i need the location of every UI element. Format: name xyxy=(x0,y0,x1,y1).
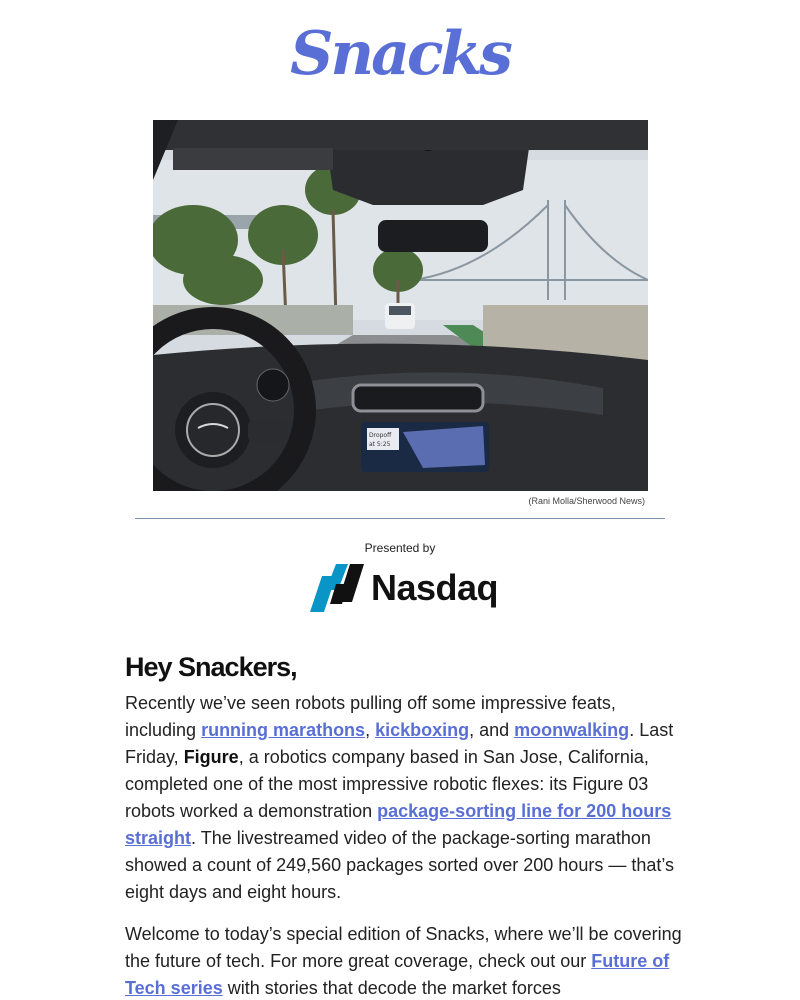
text-span: . Last Friday, xyxy=(125,720,674,767)
link-kickboxing[interactable]: kickboxing xyxy=(375,720,470,740)
presented-by-label: Presented by xyxy=(364,541,436,555)
section-divider xyxy=(135,518,665,519)
nav-screen-text-2: at 5:25 xyxy=(369,441,391,448)
link-running-marathons[interactable]: running marathons xyxy=(201,720,366,740)
text-span: , and xyxy=(469,720,515,740)
text-span: Welcome to today’s special edition of Snacks, where we’ll be covering the future of tech. For more great coverage, check out our xyxy=(125,924,682,971)
text-span: with stories that decode the market forces xyxy=(222,978,561,998)
article-body xyxy=(125,650,685,1000)
snacks-wordmark xyxy=(280,14,520,84)
welcome-paragraph xyxy=(125,921,685,1000)
link-package-sorting[interactable]: package-sorting line for 200 hours straight xyxy=(125,801,672,848)
text-span: Recently we’ve seen robots pulling off some impressive feats, including xyxy=(125,693,616,740)
greeting-heading: Hey Snackers, xyxy=(125,652,297,682)
text-span: , xyxy=(365,720,376,740)
link-moonwalking[interactable]: moonwalking xyxy=(514,720,630,740)
text-span: , a robotics company based in San Jose, California, completed one of the most impressive robotic flexes: its Figure 03 robots worked a demonstration xyxy=(125,747,649,821)
text-span: . The livestreamed video of the package-sorting marathon showed a count of 249,560 packages sorted over 200 hours — that’s eight days and eight hours. xyxy=(125,828,675,902)
hero-image xyxy=(153,120,648,491)
snacks-logo[interactable] xyxy=(0,14,800,94)
nasdaq-logo[interactable] xyxy=(308,558,498,614)
company-name-bold: Figure xyxy=(183,747,239,767)
logo-text: Snacks xyxy=(290,19,510,84)
link-future-of-tech[interactable]: Future of Tech series xyxy=(125,951,670,998)
intro-paragraph xyxy=(125,690,685,906)
nav-screen-text-1: Dropoff xyxy=(369,432,392,439)
sponsor-name: Nasdaq xyxy=(371,567,499,608)
image-caption: (Rani Molla/Sherwood News) xyxy=(528,496,645,506)
nasdaq-mark-icon xyxy=(308,558,368,614)
